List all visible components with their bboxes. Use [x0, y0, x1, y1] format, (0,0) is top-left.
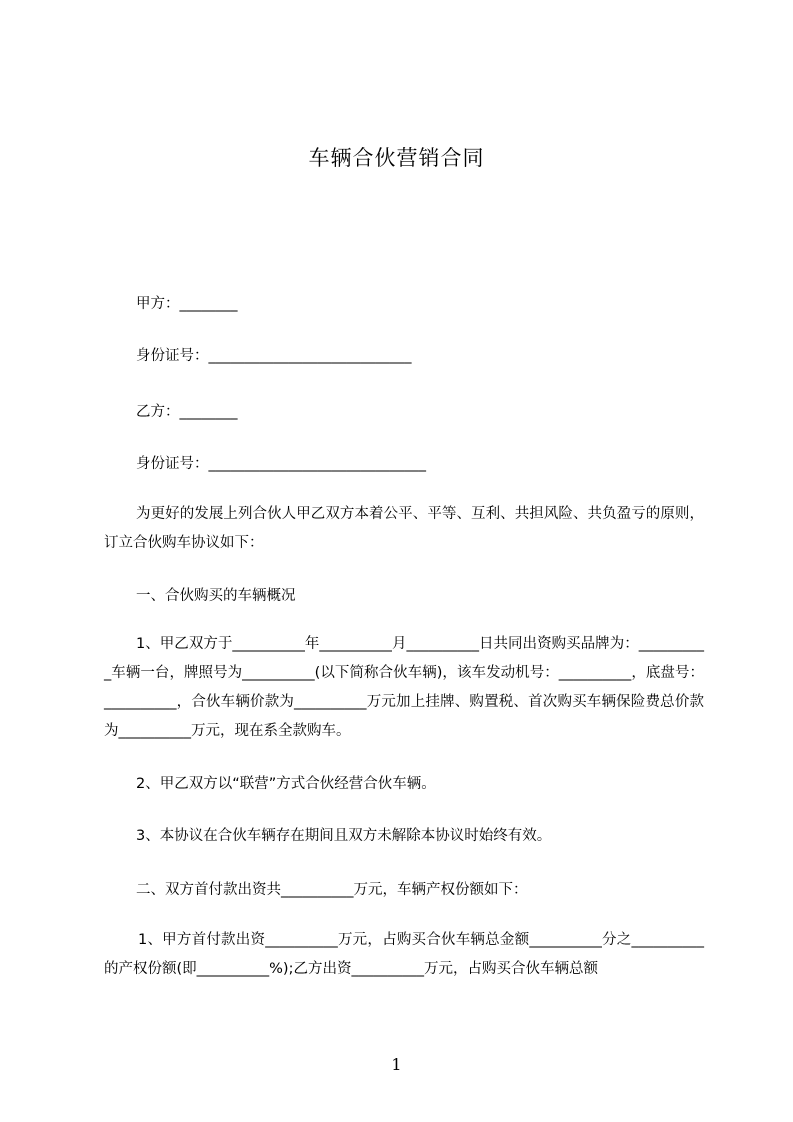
section-2-heading: 二、双方首付款出资共__________万元，车辆产权份额如下： [136, 882, 528, 898]
page-number: 1 [391, 1055, 402, 1074]
party-a-id-line: 身份证号：____________________________ [136, 348, 412, 364]
intro-paragraph: 为更好的发展上列合伙人甲乙双方本着公平、平等、互利、共担风险、共负盈亏的原则，订立合伙购车协议如下： [104, 506, 704, 551]
party-b-id-line: 身份证号：______________________________ [136, 456, 426, 472]
clause-2-1: 1、甲方首付款出资__________万元，占购买合伙车辆总金额__________分之__________的产权份额(即__________%);乙方出资__________万元，占购买合伙车辆总额 [104, 932, 704, 977]
section-1-heading: 一、合伙购买的车辆概况 [136, 588, 296, 604]
document-title: 车辆合伙营销合同 [308, 146, 485, 170]
party-a-line: 甲方：________ [136, 296, 238, 312]
clause-1-1: 1、甲乙双方于__________年__________月__________日共同出资购买品牌为：__________车辆一台，牌照号为__________(以下简称合伙车辆)，该车发动机号：__________，底盘号：__________，合伙车辆价款为__________万元加上挂牌、购置税、首次购买车辆保险费总价款为__________万元，现在系全款购车。 [104, 636, 704, 739]
party-b-line: 乙方：________ [136, 404, 238, 420]
clause-1-3: 3、本协议在合伙车辆存在期间且双方未解除本协议时始终有效。 [136, 828, 552, 844]
clause-1-2: 2、甲乙双方以“联营”方式合伙经营合伙车辆。 [136, 776, 436, 792]
